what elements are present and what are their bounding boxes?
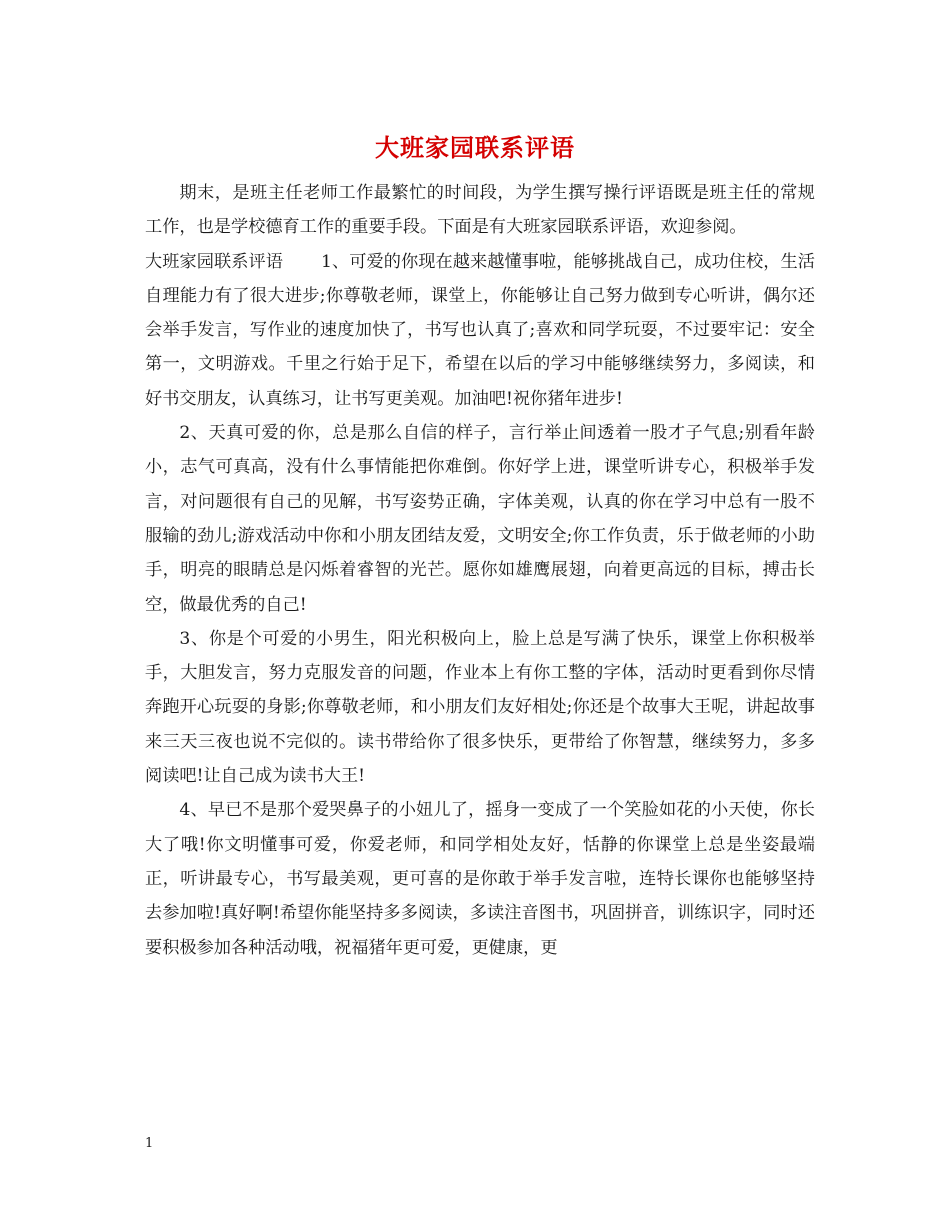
comment-paragraph-2: 2、天真可爱的你，总是那么自信的样子，言行举止间透着一股才子气息;别看年龄小，志气可真高，没有什么事情能把你难倒。你好学上进，课堂听讲专心，积极举手发言，对问题很有自己的见解，书写姿势正确，字体美观，认真的你在学习中总有一股不服输的劲儿;游戏活动中你和小朋友团结友爱，文明安全;你工作负责，乐于做老师的小助手，明亮的眼睛总是闪烁着睿智的光芒。愿你如雄鹰展翅，向着更高远的目标，搏击长空，做最优秀的自己!: [145, 423, 815, 615]
document-title: 大班家园联系评语: [375, 133, 575, 162]
comment-paragraph-3: 3、你是个可爱的小男生，阳光积极向上，脸上总是写满了快乐，课堂上你积极举手，大胆发言，努力克服发音的问题，作业本上有你工整的字体，活动时更看到你尽情奔跑开心玩耍的身影;你尊敬老师，和小朋友们友好相处;你还是个故事大王呢，讲起故事来三天三夜也说不完似的。读书带给你了很多快乐，更带给了你智慧，继续努力，多多阅读吧!让自己成为读书大王!: [145, 628, 815, 787]
comment-text-1: 1、可爱的你现在越来越懂事啦，能够挑战自己，成功住校，生活自理能力有了很大进步;你尊敬老师，课堂上，你能够让自己努力做到专心听讲，偶尔还会举手发言，写作业的速度加快了，书写也认真了;喜欢和同学玩耍，不过要牢记：安全第一，文明游戏。千里之行始于足下，希望在以后的学习中能够继续努力，多阅读，和好书交朋友，认真练习，让书写更美观。加油吧!祝你猪年进步!: [145, 251, 815, 409]
page-number: 1: [145, 1136, 154, 1151]
document-body: [145, 176, 815, 965]
intro-paragraph: 期末，是班主任老师工作最繁忙的时间段，为学生撰写操行评语既是班主任的常规工作，也是学校德育工作的重要手段。下面是有大班家园联系评语，欢迎参阅。: [145, 183, 815, 238]
section-label: 大班家园联系评语: [145, 251, 284, 272]
comment-paragraph-1: [145, 245, 815, 416]
comment-paragraph-4: 4、早已不是那个爱哭鼻子的小妞儿了，摇身一变成了一个笑脸如花的小天使，你长大了哦!你文明懂事可爱，你爱老师，和同学相处友好，恬静的你课堂上总是坐姿最端正，听讲最专心，书写最美观，更可喜的是你敢于举手发言啦，连特长课你也能够坚持去参加啦!真好啊!希望你能坚持多多阅读，多读注音图书，巩固拼音，训练识字，同时还要积极参加各种活动哦，祝福猪年更可爱，更健康，更: [145, 800, 815, 958]
